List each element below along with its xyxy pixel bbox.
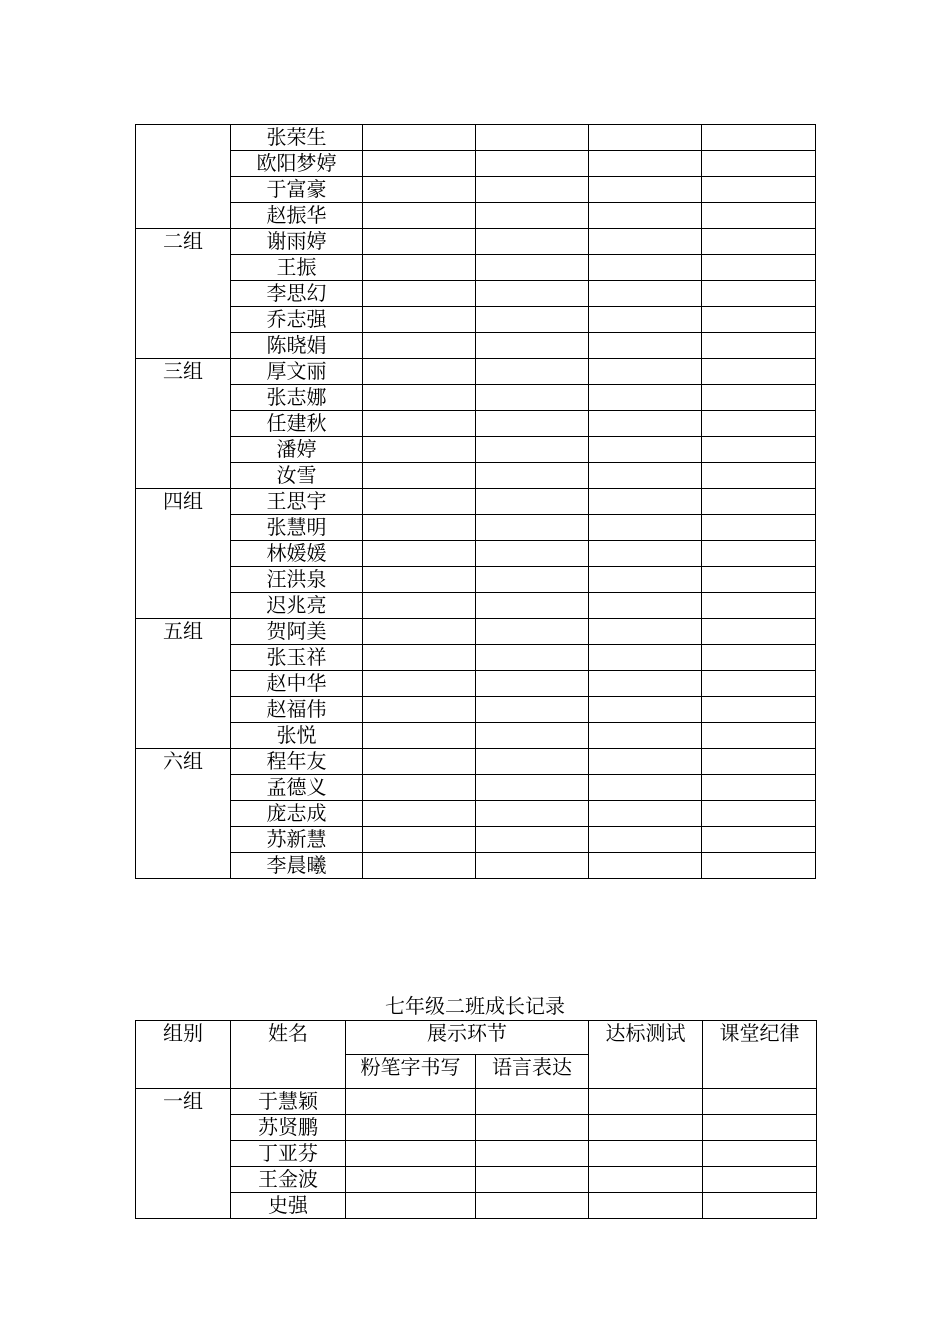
table-row bbox=[136, 255, 816, 281]
score-cell[interactable] bbox=[589, 827, 702, 853]
score-cell[interactable] bbox=[589, 359, 702, 385]
score-cell[interactable] bbox=[476, 697, 589, 723]
score-cell[interactable] bbox=[589, 203, 702, 229]
student-name: 乔志强 bbox=[231, 307, 363, 333]
student-name: 张悦 bbox=[231, 723, 363, 749]
score-cell[interactable] bbox=[363, 827, 476, 853]
score-cell[interactable] bbox=[476, 125, 589, 151]
score-cell[interactable] bbox=[476, 1167, 589, 1193]
score-cell[interactable] bbox=[702, 827, 816, 853]
score-cell[interactable] bbox=[702, 801, 816, 827]
table-row bbox=[136, 619, 816, 645]
table-row bbox=[136, 515, 816, 541]
score-cell[interactable] bbox=[346, 1115, 476, 1141]
score-cell[interactable] bbox=[363, 541, 476, 567]
table-row bbox=[136, 489, 816, 515]
score-cell[interactable] bbox=[702, 515, 816, 541]
score-cell[interactable] bbox=[346, 1193, 476, 1219]
score-cell[interactable] bbox=[346, 1167, 476, 1193]
score-cell[interactable] bbox=[702, 281, 816, 307]
student-name: 潘婷 bbox=[231, 437, 363, 463]
student-name: 厚文丽 bbox=[231, 359, 363, 385]
score-cell[interactable] bbox=[702, 489, 816, 515]
score-cell[interactable] bbox=[476, 567, 589, 593]
student-name: 谢雨婷 bbox=[231, 229, 363, 255]
table-row bbox=[136, 177, 816, 203]
score-cell[interactable] bbox=[702, 567, 816, 593]
student-name: 陈晓娟 bbox=[231, 333, 363, 359]
score-cell[interactable] bbox=[702, 541, 816, 567]
score-cell[interactable] bbox=[363, 229, 476, 255]
table-row bbox=[136, 1167, 817, 1193]
score-cell[interactable] bbox=[589, 671, 702, 697]
score-cell[interactable] bbox=[363, 203, 476, 229]
score-cell[interactable] bbox=[363, 437, 476, 463]
score-cell[interactable] bbox=[476, 411, 589, 437]
table-row bbox=[136, 775, 816, 801]
score-cell[interactable] bbox=[476, 593, 589, 619]
score-cell[interactable] bbox=[589, 1167, 703, 1193]
score-cell[interactable] bbox=[703, 1115, 817, 1141]
student-name: 张志娜 bbox=[231, 385, 363, 411]
score-cell[interactable] bbox=[346, 1089, 476, 1115]
group-label: 一组 bbox=[136, 1089, 231, 1219]
score-cell[interactable] bbox=[589, 1089, 703, 1115]
score-cell[interactable] bbox=[363, 723, 476, 749]
score-cell[interactable] bbox=[363, 593, 476, 619]
score-cell[interactable] bbox=[476, 645, 589, 671]
score-cell[interactable] bbox=[703, 1089, 817, 1115]
score-cell[interactable] bbox=[589, 749, 702, 775]
table-row bbox=[136, 437, 816, 463]
score-cell[interactable] bbox=[476, 619, 589, 645]
score-cell[interactable] bbox=[363, 307, 476, 333]
score-cell[interactable] bbox=[702, 853, 816, 879]
score-cell[interactable] bbox=[702, 411, 816, 437]
growth-record-table bbox=[135, 1020, 817, 1219]
score-cell[interactable] bbox=[363, 801, 476, 827]
score-cell[interactable] bbox=[589, 281, 702, 307]
table-row bbox=[136, 151, 816, 177]
score-cell[interactable] bbox=[702, 437, 816, 463]
table-row bbox=[136, 411, 816, 437]
student-name: 迟兆亮 bbox=[231, 593, 363, 619]
score-cell[interactable] bbox=[702, 697, 816, 723]
score-cell[interactable] bbox=[476, 463, 589, 489]
score-cell[interactable] bbox=[476, 281, 589, 307]
table-row bbox=[136, 463, 816, 489]
score-cell[interactable] bbox=[702, 307, 816, 333]
score-cell[interactable] bbox=[476, 359, 589, 385]
student-name: 贺阿美 bbox=[231, 619, 363, 645]
score-cell[interactable] bbox=[476, 541, 589, 567]
header-discipline: 课堂纪律 bbox=[703, 1021, 817, 1089]
score-cell[interactable] bbox=[346, 1141, 476, 1167]
student-name: 赵福伟 bbox=[231, 697, 363, 723]
score-cell[interactable] bbox=[702, 203, 816, 229]
score-cell[interactable] bbox=[363, 359, 476, 385]
score-cell[interactable] bbox=[476, 723, 589, 749]
table-row bbox=[136, 333, 816, 359]
score-cell[interactable] bbox=[363, 151, 476, 177]
score-cell[interactable] bbox=[476, 671, 589, 697]
score-cell[interactable] bbox=[363, 619, 476, 645]
score-cell[interactable] bbox=[476, 177, 589, 203]
score-cell[interactable] bbox=[589, 515, 702, 541]
score-cell[interactable] bbox=[476, 151, 589, 177]
student-name: 于慧颖 bbox=[231, 1089, 346, 1115]
score-cell[interactable] bbox=[703, 1167, 817, 1193]
score-cell[interactable] bbox=[476, 385, 589, 411]
score-cell[interactable] bbox=[363, 697, 476, 723]
student-name: 欧阳梦婷 bbox=[231, 151, 363, 177]
table-row bbox=[136, 593, 816, 619]
table-row bbox=[136, 203, 816, 229]
score-cell[interactable] bbox=[589, 1193, 703, 1219]
score-cell[interactable] bbox=[363, 567, 476, 593]
score-cell[interactable] bbox=[589, 723, 702, 749]
score-cell[interactable] bbox=[476, 827, 589, 853]
student-name: 史强 bbox=[231, 1193, 346, 1219]
score-cell[interactable] bbox=[476, 1141, 589, 1167]
score-cell[interactable] bbox=[363, 333, 476, 359]
score-cell[interactable] bbox=[363, 515, 476, 541]
table-row bbox=[136, 645, 816, 671]
student-name: 王振 bbox=[231, 255, 363, 281]
group-label: 四组 bbox=[136, 489, 231, 619]
score-cell[interactable] bbox=[589, 385, 702, 411]
header-test: 达标测试 bbox=[589, 1021, 703, 1089]
score-cell[interactable] bbox=[476, 1089, 589, 1115]
score-cell[interactable] bbox=[589, 307, 702, 333]
score-cell[interactable] bbox=[702, 255, 816, 281]
score-cell[interactable] bbox=[589, 619, 702, 645]
score-cell[interactable] bbox=[589, 489, 702, 515]
student-name: 汝雪 bbox=[231, 463, 363, 489]
table-row bbox=[136, 697, 816, 723]
score-cell[interactable] bbox=[703, 1193, 817, 1219]
student-name: 赵中华 bbox=[231, 671, 363, 697]
group-label: 三组 bbox=[136, 359, 231, 489]
score-cell[interactable] bbox=[476, 437, 589, 463]
header-chalk: 粉笔字书写 bbox=[346, 1055, 476, 1089]
score-cell[interactable] bbox=[702, 723, 816, 749]
score-cell[interactable] bbox=[363, 255, 476, 281]
header-group: 组别 bbox=[136, 1021, 231, 1089]
table-row bbox=[136, 125, 816, 151]
score-cell[interactable] bbox=[589, 437, 702, 463]
table-row bbox=[136, 853, 816, 879]
score-cell[interactable] bbox=[589, 1115, 703, 1141]
student-name: 张荣生 bbox=[231, 125, 363, 151]
score-cell[interactable] bbox=[363, 281, 476, 307]
score-cell[interactable] bbox=[476, 775, 589, 801]
score-cell[interactable] bbox=[702, 229, 816, 255]
student-name: 于富豪 bbox=[231, 177, 363, 203]
score-cell[interactable] bbox=[363, 645, 476, 671]
header-display: 展示环节 bbox=[346, 1021, 589, 1055]
score-cell[interactable] bbox=[589, 229, 702, 255]
table-row bbox=[136, 541, 816, 567]
table-row bbox=[136, 229, 816, 255]
score-cell[interactable] bbox=[476, 489, 589, 515]
score-cell[interactable] bbox=[363, 749, 476, 775]
score-cell[interactable] bbox=[363, 775, 476, 801]
score-cell[interactable] bbox=[702, 775, 816, 801]
table-row bbox=[136, 1141, 817, 1167]
score-cell[interactable] bbox=[589, 645, 702, 671]
score-cell[interactable] bbox=[476, 203, 589, 229]
header-name: 姓名 bbox=[231, 1021, 346, 1089]
table-row bbox=[136, 1089, 817, 1115]
header-speech: 语言表达 bbox=[476, 1055, 589, 1089]
score-cell[interactable] bbox=[363, 125, 476, 151]
score-cell[interactable] bbox=[589, 697, 702, 723]
table-row bbox=[136, 749, 816, 775]
score-cell[interactable] bbox=[589, 333, 702, 359]
table-row bbox=[136, 801, 816, 827]
table-row bbox=[136, 281, 816, 307]
table-row bbox=[136, 1193, 817, 1219]
growth-record-table-continued bbox=[135, 124, 816, 879]
score-cell[interactable] bbox=[476, 1115, 589, 1141]
student-name: 苏贤鹏 bbox=[231, 1115, 346, 1141]
score-cell[interactable] bbox=[363, 177, 476, 203]
score-cell[interactable] bbox=[589, 801, 702, 827]
score-cell[interactable] bbox=[363, 385, 476, 411]
student-name: 李思幻 bbox=[231, 281, 363, 307]
student-name: 赵振华 bbox=[231, 203, 363, 229]
score-cell[interactable] bbox=[702, 125, 816, 151]
score-cell[interactable] bbox=[476, 749, 589, 775]
table-row bbox=[136, 1115, 817, 1141]
score-cell[interactable] bbox=[703, 1141, 817, 1167]
score-cell[interactable] bbox=[702, 385, 816, 411]
group-label: 五组 bbox=[136, 619, 231, 749]
score-cell[interactable] bbox=[363, 489, 476, 515]
table-row bbox=[136, 567, 816, 593]
student-name: 王金波 bbox=[231, 1167, 346, 1193]
score-cell[interactable] bbox=[476, 853, 589, 879]
student-name: 汪洪泉 bbox=[231, 567, 363, 593]
table-row bbox=[136, 723, 816, 749]
score-cell[interactable] bbox=[702, 593, 816, 619]
score-cell[interactable] bbox=[476, 229, 589, 255]
score-cell[interactable] bbox=[476, 255, 589, 281]
student-name: 张慧明 bbox=[231, 515, 363, 541]
score-cell[interactable] bbox=[702, 177, 816, 203]
score-cell[interactable] bbox=[589, 463, 702, 489]
student-name: 李晨曦 bbox=[231, 853, 363, 879]
score-cell[interactable] bbox=[702, 333, 816, 359]
table-row bbox=[136, 307, 816, 333]
score-cell[interactable] bbox=[702, 749, 816, 775]
score-cell[interactable] bbox=[476, 515, 589, 541]
score-cell[interactable] bbox=[702, 151, 816, 177]
score-cell[interactable] bbox=[363, 463, 476, 489]
group-label: 二组 bbox=[136, 229, 231, 359]
score-cell[interactable] bbox=[589, 567, 702, 593]
student-name: 庞志成 bbox=[231, 801, 363, 827]
student-name: 程年友 bbox=[231, 749, 363, 775]
score-cell[interactable] bbox=[363, 671, 476, 697]
student-name: 任建秋 bbox=[231, 411, 363, 437]
group-label bbox=[136, 125, 231, 229]
score-cell[interactable] bbox=[589, 177, 702, 203]
score-cell[interactable] bbox=[589, 853, 702, 879]
table-row bbox=[136, 671, 816, 697]
score-cell[interactable] bbox=[476, 1193, 589, 1219]
score-cell[interactable] bbox=[589, 125, 702, 151]
score-cell[interactable] bbox=[702, 463, 816, 489]
score-cell[interactable] bbox=[589, 1141, 703, 1167]
score-cell[interactable] bbox=[702, 671, 816, 697]
score-cell[interactable] bbox=[589, 775, 702, 801]
student-name: 孟德义 bbox=[231, 775, 363, 801]
student-name: 苏新慧 bbox=[231, 827, 363, 853]
score-cell[interactable] bbox=[702, 359, 816, 385]
score-cell[interactable] bbox=[589, 151, 702, 177]
score-cell[interactable] bbox=[476, 801, 589, 827]
table-title: 七年级二班成长记录 bbox=[385, 994, 565, 1018]
score-cell[interactable] bbox=[476, 307, 589, 333]
table-row bbox=[136, 385, 816, 411]
score-cell[interactable] bbox=[476, 333, 589, 359]
table-row bbox=[136, 827, 816, 853]
group-label: 六组 bbox=[136, 749, 231, 879]
score-cell[interactable] bbox=[589, 411, 702, 437]
student-name: 张玉祥 bbox=[231, 645, 363, 671]
score-cell[interactable] bbox=[702, 619, 816, 645]
score-cell[interactable] bbox=[363, 411, 476, 437]
score-cell[interactable] bbox=[363, 853, 476, 879]
score-cell[interactable] bbox=[589, 255, 702, 281]
score-cell[interactable] bbox=[589, 593, 702, 619]
score-cell[interactable] bbox=[589, 541, 702, 567]
student-name: 王思宇 bbox=[231, 489, 363, 515]
student-name: 丁亚芬 bbox=[231, 1141, 346, 1167]
table-row bbox=[136, 359, 816, 385]
student-name: 林媛媛 bbox=[231, 541, 363, 567]
score-cell[interactable] bbox=[702, 645, 816, 671]
